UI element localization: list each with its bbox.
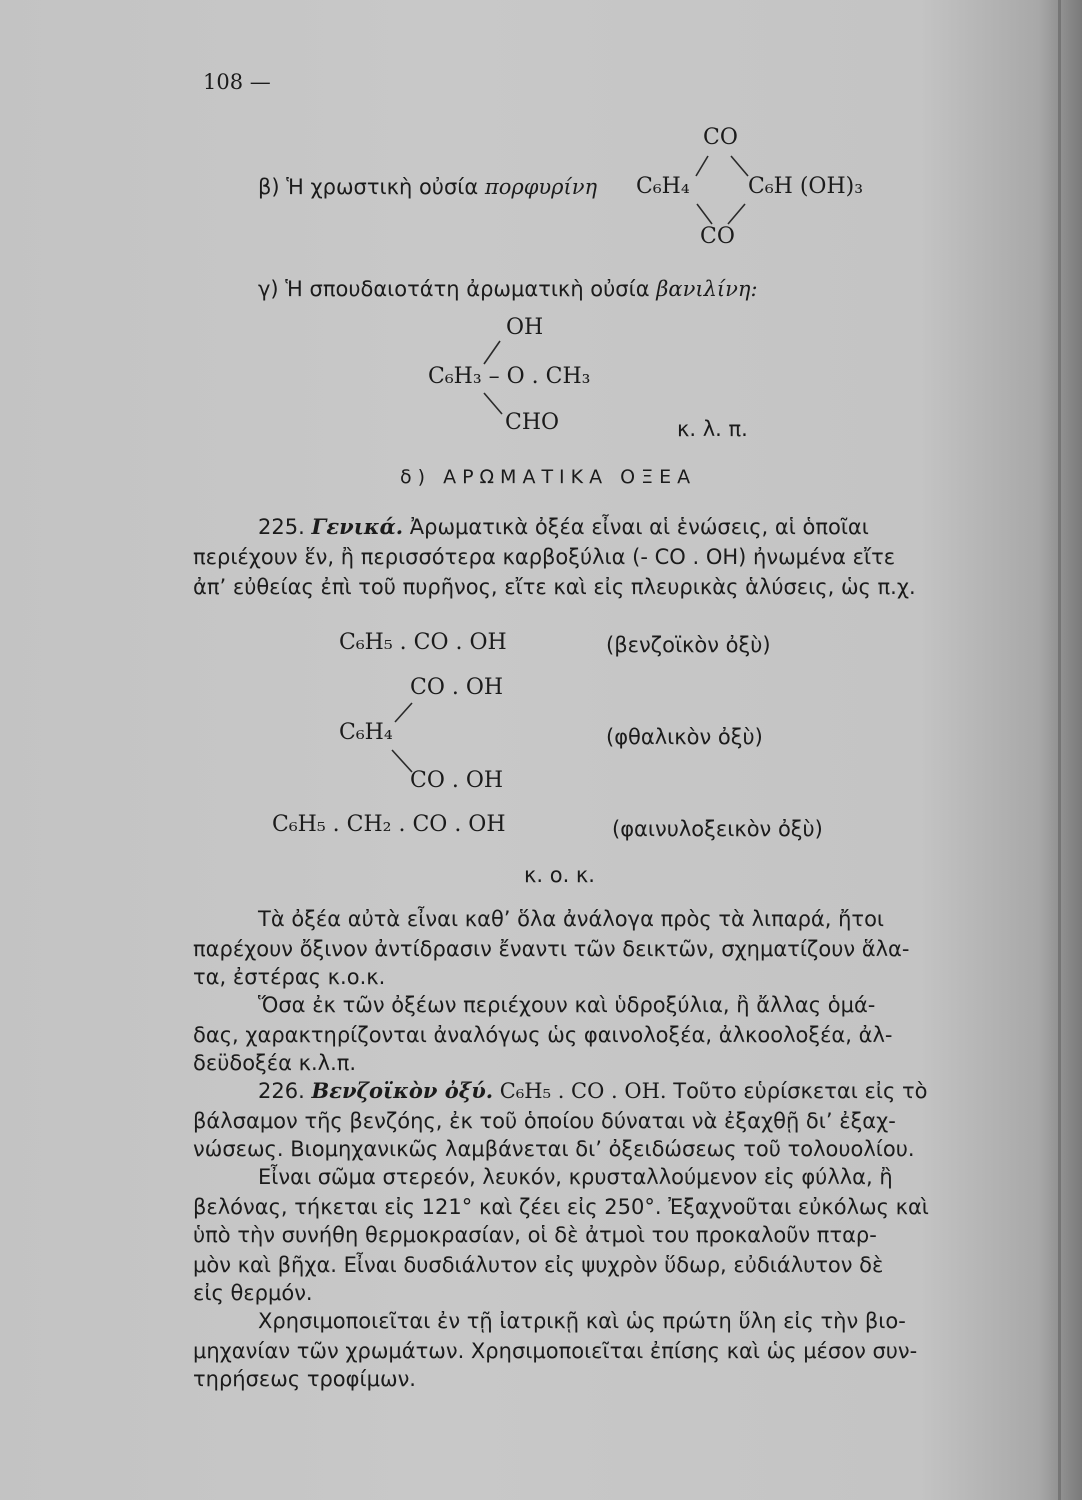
bond-phth-bottom	[392, 750, 412, 772]
para2-line-2: δεϋδοξέα κ.λ.π.	[193, 1051, 357, 1075]
phthalic-bottom: CO . OH	[410, 768, 504, 793]
vanillin-cho: CHO	[505, 410, 560, 435]
para4-line-1: μηχανίαν τῶν χρωμάτων. Χρησιμοποιεῖται ἐπίσης καὶ ὡς μέσον συν-	[193, 1339, 918, 1363]
p225-first-line	[258, 512, 869, 542]
p226-number: 226.	[258, 1079, 305, 1103]
p226-line-0: βάλσαμον τῆς βενζόης, ἐκ τοῦ ὁποίου δύναται νὰ ἐξαχθῇ δι’ ἐξαχ-	[193, 1109, 896, 1133]
porphyrin-top-co: CO	[703, 125, 738, 150]
para3-line-4: εἰς θερμόν.	[193, 1281, 313, 1305]
vanillin-core: C₆H₃ – O . CH₃	[428, 364, 591, 389]
p226-title: Βενζοϊκὸν ὀξύ.	[311, 1078, 494, 1103]
para4-line-0: Χρησιμοποιεῖται ἐν τῇ ἰατρικῇ καὶ ὡς πρώτη ὕλη εἰς τὴν βιο-	[258, 1309, 906, 1333]
para1-line-1: παρέχουν ὄξινον ἀντίδρασιν ἔναντι τῶν δεικτῶν, σχηματίζουν ἅλα-	[193, 937, 910, 961]
porphyrin-right-group: C₆H (OH)₃	[748, 174, 864, 199]
p225-line-2: ἀπ’ εὐθείας ἐπὶ τοῦ πυρῆνος, εἴτε καὶ εἰς πλευρικὰς ἁλύσεις, ὡς π.χ.	[193, 575, 916, 599]
p226-first-line	[258, 1076, 927, 1106]
phenylacetic-name: (φαινυλοξεικὸν ὀξὺ)	[612, 817, 823, 841]
para3-line-0: Εἶναι σῶμα στερεόν, λευκόν, κρυσταλλούμενον εἰς φύλλα, ἢ	[258, 1165, 893, 1189]
section-heading: δ) ΑΡΩΜΑΤΙΚΑ ΟΞΕΑ	[400, 466, 697, 488]
vanillin-oh: OH	[506, 315, 544, 340]
porphyrin-bottom-co: CO	[700, 224, 735, 249]
bond-porph-bl	[697, 204, 712, 224]
para3-line-2: ὑπὸ τὴν συνήθη θερμοκρασίαν, οἱ δὲ ἀτμοὶ του προκαλοῦν πταρ-	[193, 1223, 877, 1247]
porphyrin-line	[258, 172, 597, 202]
p225-title: Γενικά.	[311, 514, 404, 539]
p225-line-1: περιέχουν ἕν, ἢ περισσότερα καρβοξύλια (- CO . OH) ἠνωμένα εἴτε	[193, 545, 896, 569]
phthalic-top: CO . OH	[410, 675, 504, 700]
phthalic-center: C₆H₄	[339, 720, 393, 745]
benzoic-name: (βενζοϊκὸν ὀξὺ)	[606, 633, 771, 657]
p226-line-1: νώσεως. Βιομηχανικῶς λαμβάνεται δι’ ὀξειδώσεως τοῦ τολουολίου.	[193, 1137, 915, 1161]
bond-porph-br	[728, 204, 745, 224]
examples-etc: κ. ο. κ.	[524, 863, 595, 887]
vanillin-name: βανιλίνη:	[656, 277, 758, 301]
bond-phth-top	[395, 703, 412, 722]
porphyrin-left-group: C₆H₄	[636, 174, 690, 199]
para3-line-1: βελόνας, τήκεται εἰς 121° καὶ ζέει εἰς 250°. Ἐξαχνοῦται εὐκόλως καὶ	[193, 1195, 929, 1219]
bond-porph-tr	[731, 156, 748, 176]
para2-line-0: Ὅσα ἐκ τῶν ὀξέων περιέχουν καὶ ὑδροξύλια, ἢ ἄλλας ὁμά-	[258, 993, 876, 1017]
p225-line-0: Ἀρωματικὰ ὀξέα εἶναι αἱ ἑνώσεις, αἱ ὁποῖαι	[409, 515, 869, 539]
porphyrin-prefix: β) Ἡ χρωστικὴ οὐσία	[258, 175, 479, 199]
page-number: 108 —	[203, 70, 271, 94]
porphyrin-name: πορφυρίνη	[484, 175, 598, 199]
para2-line-1: δας, χαρακτηρίζονται ἀναλόγως ὡς φαινολοξέα, ἀλκοολοξέα, ἀλ-	[193, 1023, 893, 1047]
para3-line-3: μὸν καὶ βῆχα. Εἶναι δυσδιάλυτον εἰς ψυχρὸν ὕδωρ, εὐδιάλυτον δὲ	[193, 1253, 884, 1277]
para1-line-0: Τὰ ὀξέα αὐτὰ εἶναι καθ’ ὅλα ἀνάλογα πρὸς τὰ λιπαρά, ἤτοι	[258, 907, 885, 931]
phthalic-name: (φθαλικὸν ὀξὺ)	[606, 725, 763, 749]
vanillin-prefix: γ) Ἡ σπουδαιοτάτη ἀρωματικὴ οὐσία	[258, 277, 650, 301]
p226-first-text: Τοῦτο εὑρίσκεται εἰς τὸ	[673, 1079, 928, 1103]
bond-porph-tl	[696, 156, 708, 176]
p226-formula: C₆H₅ . CO . OH.	[499, 1079, 667, 1103]
p225-number: 225.	[258, 515, 305, 539]
vanillin-line	[258, 274, 758, 304]
vanillin-etc: κ. λ. π.	[677, 417, 748, 441]
bond-van-oh	[484, 341, 500, 364]
binding-edge	[1058, 0, 1061, 1500]
benzoic-formula: C₆H₅ . CO . OH	[339, 630, 507, 655]
phenylacetic-formula: C₆H₅ . CH₂ . CO . OH	[272, 812, 506, 837]
para1-line-2: τα, ἐστέρας κ.ο.κ.	[193, 965, 386, 989]
para4-line-2: τηρήσεως τροφίμων.	[193, 1367, 416, 1391]
bond-van-cho	[484, 393, 502, 414]
